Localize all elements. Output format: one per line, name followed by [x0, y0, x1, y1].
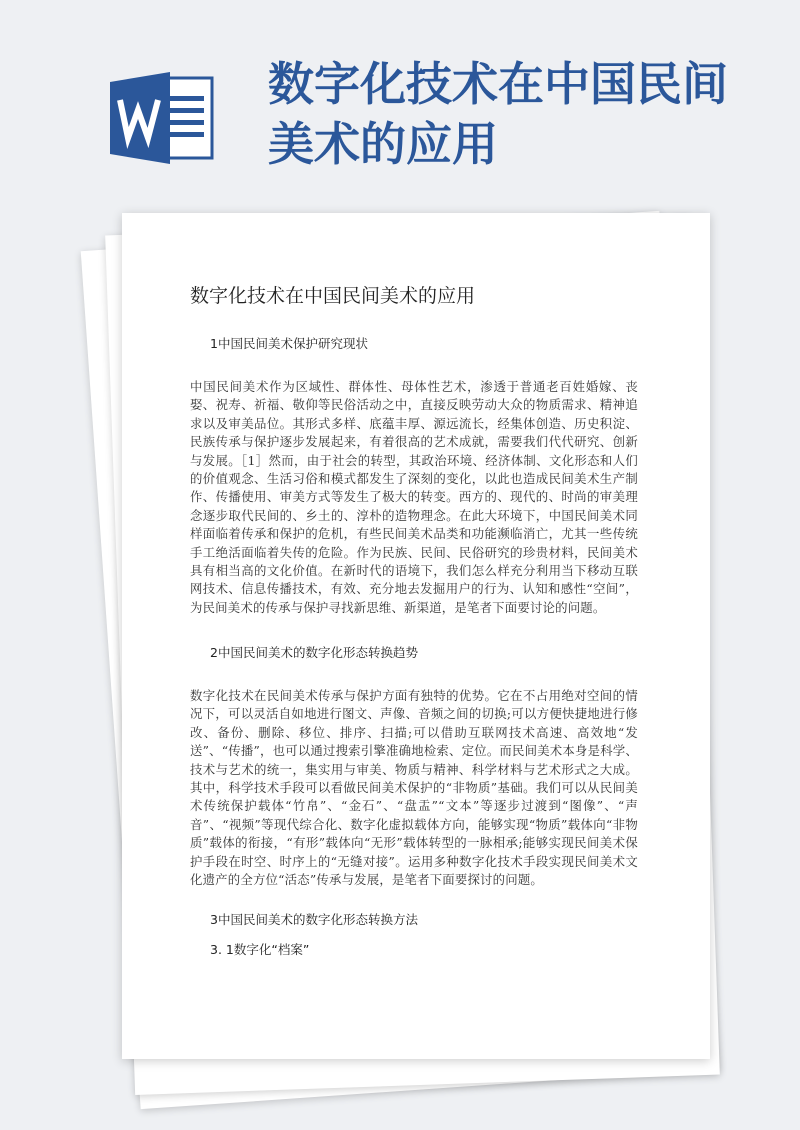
document-page: [122, 213, 710, 1059]
body-paragraph: 中国民间美术作为区域性、群体性、母体性艺术，渗透于普通老百姓婚嫁、丧娶、祝寿、祈福、敬仰等民俗活动之中，直接反映劳动大众的物质需求、精神追求以及审美品位。其形式多样、底蕴丰厚、源远流长，经集体创造、历史积淀、民族传承与保护逐步发展起来，有着很高的艺术成就，需要我们代代研究、创新与发展。［1］然而，由于社会的转型，其政治环境、经济体制、文化形态和人们的价值观念、生活习俗和模式都发生了深刻的变化，以此也造成民间美术生产制作、传播使用、审美方式等发生了极大的转变。西方的、现代的、时尚的审美理念逐步取代民间的、乡土的、淳朴的造物理念。在此大环境下，中国民间美术同样面临着传承和保护的危机，有些民间美术品类和功能濒临消亡，尤其一些传统手工绝活面临着失传的危险。作为民族、民间、民俗研究的珍贵材料，民间美术具有相当高的文化价值。在新时代的语境下，我们怎么样充分利用当下移动互联网技术、信息传播技术，有效、充分地去发掘用户的行为、认知和感性“空间”，为民间美术的传承与保护寻找新思维、新渠道，是笔者下面要讨论的问题。: [190, 379, 638, 615]
section-heading: 3中国民间美术的数字化形态转换方法: [210, 912, 418, 927]
section-heading: 2中国民间美术的数字化形态转换趋势: [210, 645, 418, 660]
document-title: 数字化技术在中国民间美术的应用: [190, 285, 476, 307]
body-paragraph: 数字化技术在民间美术传承与保护方面有独特的优势。它在不占用绝对空间的情况下，可以灵活自如地进行图文、声像、音频之间的切换;可以方便快捷地进行修改、备份、删除、移位、排序、扫描;可以借助互联网技术高速、高效地“发送”、“传播”，也可以通过搜索引擎准确地检索、定位。而民间美术本身是科学、技术与艺术的统一，集实用与审美、物质与精神、科学材料与艺术形式之大成。其中，科学技术手段可以看做民间美术保护的“非物质”基础。我们可以从民间美术传统保护载体“竹帛”、“金石”、“盘盂”“文本”等逐步过渡到“图像”、“声音”、“视频”等现代综合化、数字化虚拟载体方向，能够实现“物质”载体向“非物质”载体的衔接，“有形”载体向“无形”载体转型的一脉相承;能够实现民间美术保护手段在时空、时序上的“无缝对接”。运用多种数字化技术手段实现民间美术文化遗产的全方位“活态”传承与发展，是笔者下面要探讨的问题。: [190, 688, 638, 888]
section-heading: 1中国民间美术保护研究现状: [210, 336, 368, 351]
header-title: 数字化技术在中国民间美术的应用: [268, 57, 728, 171]
subsection-heading: 3. 1数字化“档案”: [210, 942, 310, 957]
word-document-icon: [108, 72, 216, 164]
